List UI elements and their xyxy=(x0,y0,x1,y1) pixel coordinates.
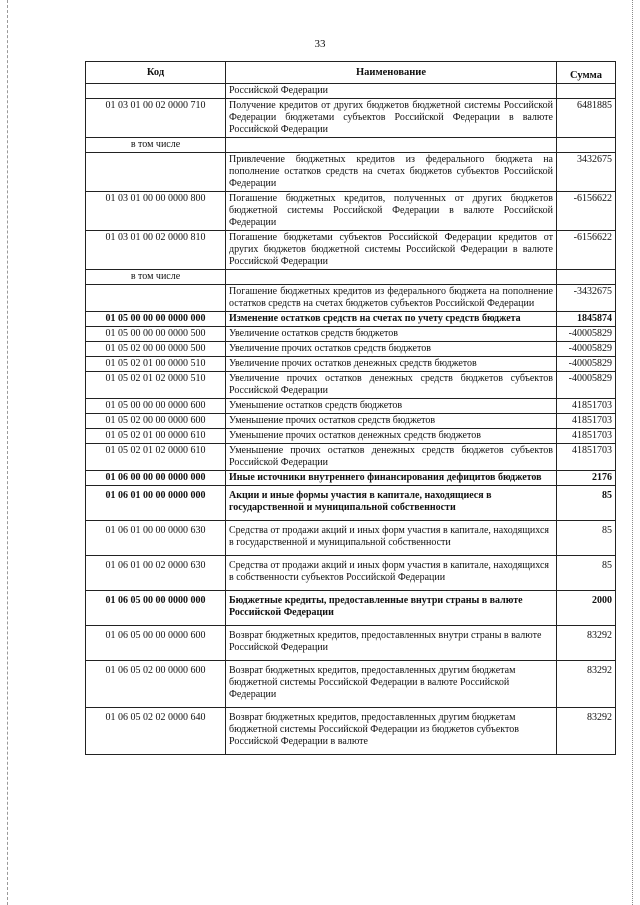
name-cell: Привлечение бюджетных кредитов из федерального бюджета на пополнение остатков средств на счетах бюджетов субъектов Российской Федерации xyxy=(226,153,557,192)
name-cell: Уменьшение остатков средств бюджетов xyxy=(226,399,557,414)
sum-cell: -40005829 xyxy=(557,327,616,342)
code-cell: 01 06 05 02 02 0000 640 xyxy=(86,708,226,755)
sum-cell: 41851703 xyxy=(557,414,616,429)
code-cell: 01 05 02 00 00 0000 600 xyxy=(86,414,226,429)
code-cell: 01 06 05 00 00 0000 000 xyxy=(86,591,226,626)
sum-cell: 41851703 xyxy=(557,444,616,471)
code-cell xyxy=(86,285,226,312)
code-cell: 01 05 02 01 02 0000 610 xyxy=(86,444,226,471)
code-cell: 01 03 01 00 02 0000 710 xyxy=(86,99,226,138)
name-cell: Уменьшение прочих остатков средств бюджетов xyxy=(226,414,557,429)
table-row xyxy=(86,153,616,192)
table-header-row xyxy=(86,62,616,84)
code-cell: 01 03 01 00 00 0000 800 xyxy=(86,192,226,231)
name-cell: Погашение бюджетных кредитов из федерального бюджета на пополнение остатков средств на счетах бюджетов субъектов Российской Федерации xyxy=(226,285,557,312)
name-cell: Уменьшение прочих остатков денежных средств бюджетов субъектов Российской Федерации xyxy=(226,444,557,471)
table-row xyxy=(86,661,616,708)
sum-cell: 41851703 xyxy=(557,429,616,444)
table-row xyxy=(86,342,616,357)
code-cell xyxy=(86,84,226,99)
header-sum: Сумма xyxy=(557,62,616,84)
table-row xyxy=(86,99,616,138)
scan-edge-left xyxy=(7,0,8,905)
code-cell: в том числе xyxy=(86,270,226,285)
code-cell: 01 05 02 00 00 0000 500 xyxy=(86,342,226,357)
sum-cell: 83292 xyxy=(557,708,616,755)
table-row xyxy=(86,285,616,312)
scan-edge-right xyxy=(632,0,633,905)
sum-cell xyxy=(557,138,616,153)
name-cell: Увеличение прочих остатков денежных средств бюджетов субъектов Российской Федерации xyxy=(226,372,557,399)
name-cell xyxy=(226,138,557,153)
name-cell: Возврат бюджетных кредитов, предоставленных внутри страны в валюте Российской Федерации xyxy=(226,626,557,661)
name-cell: Средства от продажи акций и иных форм участия в капитале, находящихся в собственности субъектов Российской Федерации xyxy=(226,556,557,591)
code-cell: 01 05 02 01 00 0000 510 xyxy=(86,357,226,372)
code-cell: 01 05 00 00 00 0000 000 xyxy=(86,312,226,327)
name-cell: Возврат бюджетных кредитов, предоставленных другим бюджетам бюджетной системы Российской Федерации из бюджетов субъектов Российской Федерации в валюте xyxy=(226,708,557,755)
sum-cell xyxy=(557,270,616,285)
table-row xyxy=(86,312,616,327)
sum-cell: -6156622 xyxy=(557,231,616,270)
table-row xyxy=(86,357,616,372)
sum-cell: 2000 xyxy=(557,591,616,626)
table-row xyxy=(86,84,616,99)
table-row xyxy=(86,138,616,153)
table-row xyxy=(86,486,616,521)
name-cell: Изменение остатков средств на счетах по учету средств бюджета xyxy=(226,312,557,327)
table-row xyxy=(86,372,616,399)
table-row xyxy=(86,708,616,755)
code-cell xyxy=(86,153,226,192)
sum-cell: 6481885 xyxy=(557,99,616,138)
table-row xyxy=(86,521,616,556)
sum-cell: 3432675 xyxy=(557,153,616,192)
sum-cell: 85 xyxy=(557,521,616,556)
sum-cell: -6156622 xyxy=(557,192,616,231)
sum-cell: -40005829 xyxy=(557,357,616,372)
sum-cell: -40005829 xyxy=(557,372,616,399)
table-row xyxy=(86,192,616,231)
name-cell: Увеличение остатков средств бюджетов xyxy=(226,327,557,342)
sum-cell: -3432675 xyxy=(557,285,616,312)
name-cell: Акции и иные формы участия в капитале, находящиеся в государственной и муниципальной собственности xyxy=(226,486,557,521)
code-cell: 01 06 00 00 00 0000 000 xyxy=(86,471,226,486)
code-cell: в том числе xyxy=(86,138,226,153)
sum-cell xyxy=(557,84,616,99)
code-cell: 01 05 02 01 02 0000 510 xyxy=(86,372,226,399)
budget-sources-table xyxy=(85,61,616,755)
code-cell: 01 03 01 00 02 0000 810 xyxy=(86,231,226,270)
table-row xyxy=(86,399,616,414)
table-row xyxy=(86,231,616,270)
header-name: Наименование xyxy=(226,62,557,84)
name-cell: Погашение бюджетных кредитов, полученных от других бюджетов бюджетной системы Российской Федерации в валюте Российской Федерации xyxy=(226,192,557,231)
sum-cell: 83292 xyxy=(557,626,616,661)
name-cell: Уменьшение прочих остатков денежных средств бюджетов xyxy=(226,429,557,444)
code-cell: 01 05 02 01 00 0000 610 xyxy=(86,429,226,444)
name-cell: Погашение бюджетами субъектов Российской Федерации кредитов от других бюджетов бюджетной системы Российской Федерации в валюте Российской Федерации xyxy=(226,231,557,270)
name-cell: Российской Федерации xyxy=(226,84,557,99)
name-cell xyxy=(226,270,557,285)
table-row xyxy=(86,429,616,444)
code-cell: 01 05 00 00 00 0000 500 xyxy=(86,327,226,342)
table-row xyxy=(86,414,616,429)
sum-cell: 2176 xyxy=(557,471,616,486)
table-row xyxy=(86,591,616,626)
name-cell: Бюджетные кредиты, предоставленные внутри страны в валюте Российской Федерации xyxy=(226,591,557,626)
table-row xyxy=(86,444,616,471)
name-cell: Возврат бюджетных кредитов, предоставленных другим бюджетам бюджетной системы Российской Федерации в валюте Российской Федерации xyxy=(226,661,557,708)
table-row xyxy=(86,626,616,661)
name-cell: Иные источники внутреннего финансирования дефицитов бюджетов xyxy=(226,471,557,486)
code-cell: 01 06 01 00 00 0000 630 xyxy=(86,521,226,556)
code-cell: 01 06 01 00 02 0000 630 xyxy=(86,556,226,591)
name-cell: Средства от продажи акций и иных форм участия в капитале, находящихся в государственной и муниципальной собственности xyxy=(226,521,557,556)
table-body xyxy=(86,84,616,755)
name-cell: Увеличение прочих остатков денежных средств бюджетов xyxy=(226,357,557,372)
sum-cell: 85 xyxy=(557,486,616,521)
code-cell: 01 06 05 02 00 0000 600 xyxy=(86,661,226,708)
sum-cell: 85 xyxy=(557,556,616,591)
table-row xyxy=(86,556,616,591)
sum-cell: 1845874 xyxy=(557,312,616,327)
name-cell: Увеличение прочих остатков средств бюджетов xyxy=(226,342,557,357)
page-number: 33 xyxy=(314,38,326,50)
name-cell: Получение кредитов от других бюджетов бюджетной системы Российской Федерации бюджетами субъектов Российской Федерации в валюте Российской Федерации xyxy=(226,99,557,138)
table-row xyxy=(86,327,616,342)
sum-cell: -40005829 xyxy=(557,342,616,357)
sum-cell: 83292 xyxy=(557,661,616,708)
table-row xyxy=(86,270,616,285)
table-row xyxy=(86,471,616,486)
code-cell: 01 05 00 00 00 0000 600 xyxy=(86,399,226,414)
sum-cell: 41851703 xyxy=(557,399,616,414)
header-code: Код xyxy=(86,62,226,84)
code-cell: 01 06 05 00 00 0000 600 xyxy=(86,626,226,661)
code-cell: 01 06 01 00 00 0000 000 xyxy=(86,486,226,521)
